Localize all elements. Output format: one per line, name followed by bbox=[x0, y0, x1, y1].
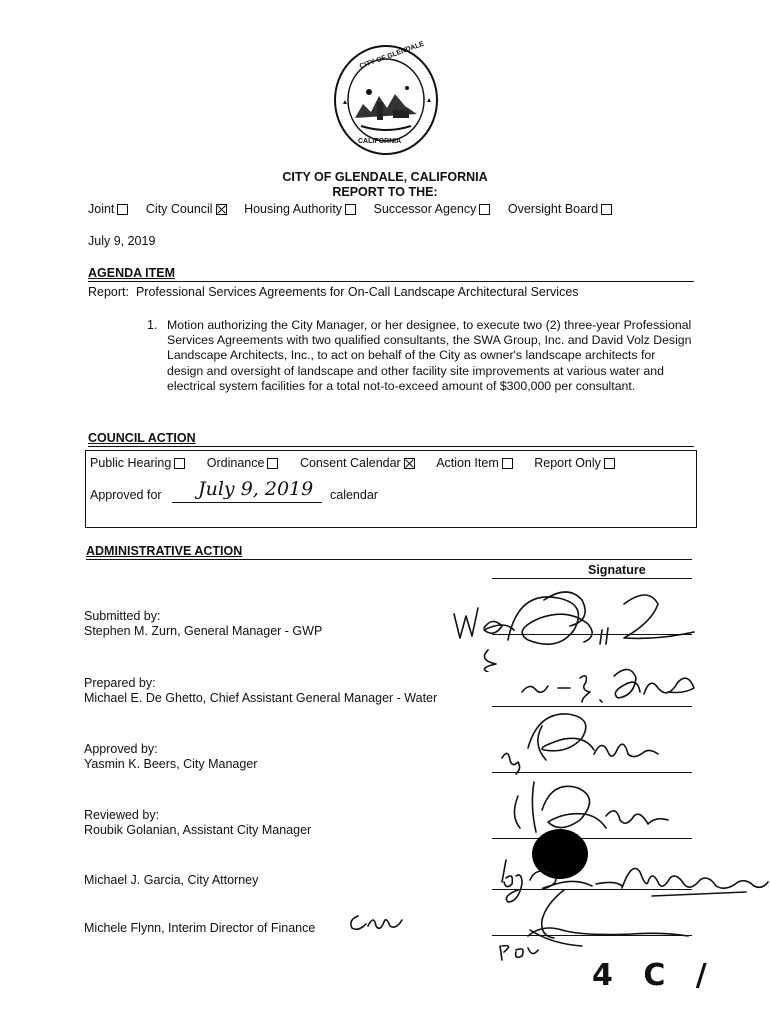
option-ordinance: Ordinance bbox=[207, 456, 279, 470]
seal-bottom-text: CALIFORNIA bbox=[358, 138, 402, 145]
admin-row-role: Prepared by: bbox=[84, 676, 156, 690]
body-housing-authority: Housing Authority bbox=[244, 202, 356, 216]
approved-for-label: Approved for bbox=[90, 488, 162, 502]
divider bbox=[88, 446, 694, 447]
body-successor-agency: Successor Agency bbox=[374, 202, 491, 216]
divider bbox=[88, 281, 694, 282]
signature-flynn-initials bbox=[346, 908, 406, 936]
checkbox-checked[interactable] bbox=[216, 204, 227, 215]
body-joint: Joint bbox=[88, 202, 128, 216]
body-oversight-board: Oversight Board bbox=[508, 202, 612, 216]
admin-row-name: Michele Flynn, Interim Director of Finance bbox=[84, 921, 316, 935]
motion-number: 1. bbox=[147, 318, 158, 332]
admin-heading: ADMINISTRATIVE ACTION bbox=[86, 544, 243, 558]
signature-flynn bbox=[492, 884, 692, 964]
agenda-item-number: 4 C / bbox=[592, 958, 717, 993]
council-options-row bbox=[90, 456, 615, 470]
seal-top-text: CITY OF GLENDALE bbox=[358, 40, 426, 71]
calendar-label: calendar bbox=[330, 488, 378, 502]
admin-row-role: Reviewed by: bbox=[84, 808, 160, 822]
option-consent-calendar: Consent Calendar bbox=[300, 456, 415, 470]
admin-row-role: Submitted by: bbox=[84, 609, 161, 623]
admin-row-name: Stephen M. Zurn, General Manager - GWP bbox=[84, 624, 323, 638]
option-report-only: Report Only bbox=[534, 456, 615, 470]
approved-for-value: July 9, 2019 bbox=[198, 478, 314, 500]
divider bbox=[492, 578, 692, 579]
council-heading: COUNCIL ACTION bbox=[88, 431, 196, 445]
admin-row-role: Approved by: bbox=[84, 742, 158, 756]
checkbox[interactable] bbox=[174, 458, 185, 469]
agenda-heading: AGENDA ITEM bbox=[88, 266, 176, 280]
checkbox[interactable] bbox=[604, 458, 615, 469]
report-line: Report: Professional Services Agreements for On-Call Landscape Architectural Services bbox=[88, 285, 579, 299]
admin-row-name: Michael E. De Ghetto, Chief Assistant General Manager - Water bbox=[84, 691, 438, 705]
checkbox[interactable] bbox=[267, 458, 278, 469]
motion-text: Motion authorizing the City Manager, or her designee, to execute two (2) three-year Professional Services Agreements with two qualified consultants, the SWA Group, Inc. and David Volz Design Landscape Architects, Inc., to act on behalf of the City as owner's landscape architects for design and oversight of landscape and other facility site improvements at various water and electrical system facilities for a total not-to-exceed amount of $300,000 per consultant. bbox=[167, 318, 692, 393]
signature-de-ghetto bbox=[518, 658, 698, 706]
checkbox-checked[interactable] bbox=[404, 458, 415, 469]
option-action-item: Action Item bbox=[436, 456, 513, 470]
checkbox[interactable] bbox=[117, 204, 128, 215]
page-title: CITY OF GLENDALE, CALIFORNIA bbox=[282, 170, 488, 184]
checkbox[interactable] bbox=[479, 204, 490, 215]
signature-beers bbox=[498, 708, 678, 776]
checkbox[interactable] bbox=[345, 204, 356, 215]
checkbox[interactable] bbox=[502, 458, 513, 469]
admin-row-name: Roubik Golanian, Assistant City Manager bbox=[84, 823, 312, 837]
report-to-row bbox=[88, 202, 612, 216]
page-subtitle: REPORT TO THE: bbox=[332, 185, 438, 199]
admin-row-name: Michael J. Garcia, City Attorney bbox=[84, 873, 259, 887]
checkbox[interactable] bbox=[601, 204, 612, 215]
divider bbox=[86, 559, 692, 560]
signature-line bbox=[492, 706, 692, 707]
admin-row-name: Yasmin K. Beers, City Manager bbox=[84, 757, 258, 771]
body-city-council: City Council bbox=[146, 202, 227, 216]
report-date: July 9, 2019 bbox=[88, 234, 156, 248]
signature-label: Signature bbox=[588, 563, 646, 577]
option-public-hearing: Public Hearing bbox=[90, 456, 185, 470]
report-title: Professional Services Agreements for On-Call Landscape Architectural Services bbox=[135, 285, 579, 299]
approved-date-line bbox=[172, 502, 322, 503]
